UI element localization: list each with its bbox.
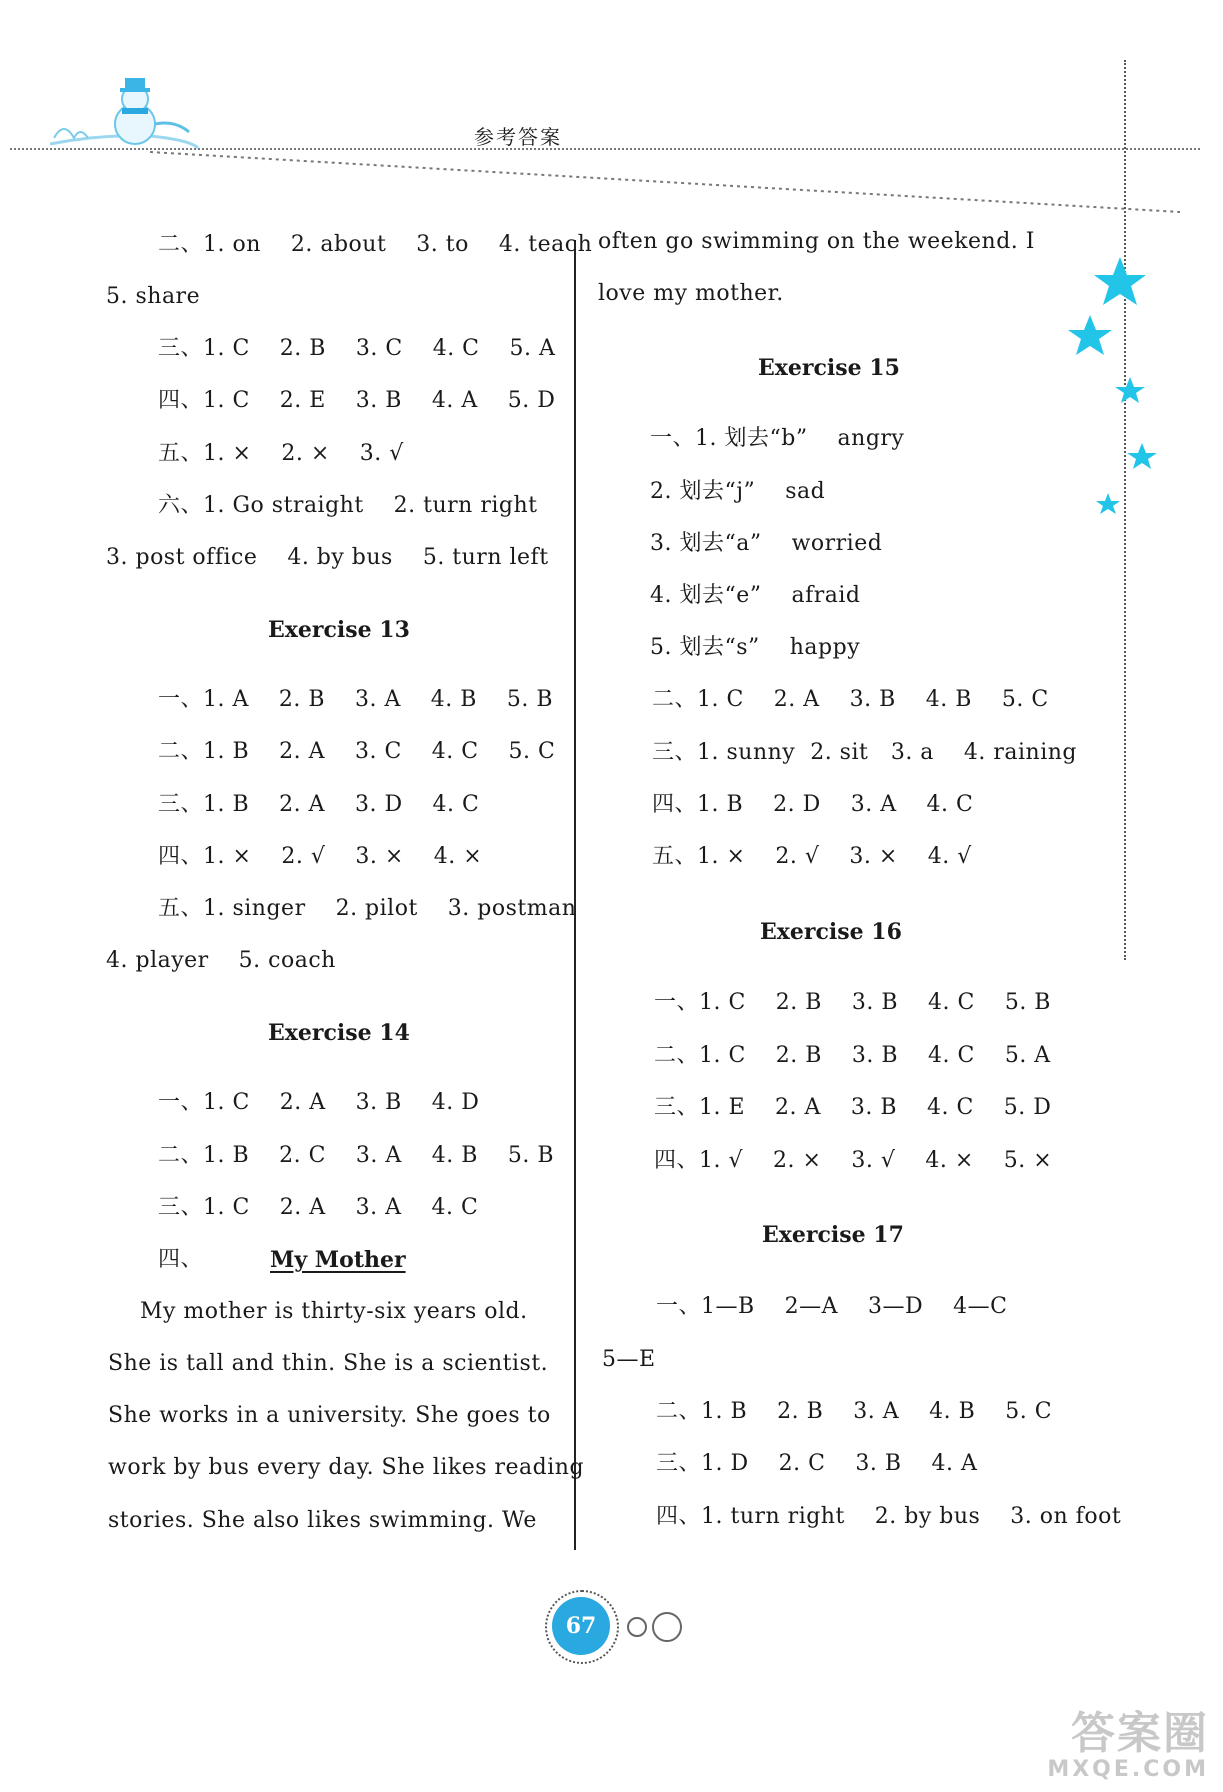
answer-line: 五、1. × 2. × 3. √	[158, 441, 404, 466]
answer-line: 一、1. A 2. B 3. A 4. B 5. B	[158, 687, 554, 712]
watermark-logo: 答案圈	[1071, 1708, 1209, 1759]
answer-line: often go swimming on the weekend. I	[598, 229, 1035, 254]
answer-line: 3. post office 4. by bus 5. turn left	[106, 545, 549, 570]
answer-line: 三、1. C 2. A 3. A 4. C	[158, 1195, 479, 1220]
header-title: 参考答案	[474, 125, 562, 149]
star-icon	[1115, 377, 1145, 403]
stars-decoration	[1060, 255, 1170, 525]
exercise-title: Exercise 16	[760, 919, 902, 945]
star-icon	[1068, 315, 1112, 355]
exercise-title: Exercise 14	[268, 1020, 410, 1046]
answer-line: 四、1. turn right 2. by bus 3. on foot	[656, 1504, 1122, 1529]
answer-line: 三、1. E 2. A 3. B 4. C 5. D	[654, 1095, 1052, 1120]
answer-line: 六、1. Go straight 2. turn right	[158, 493, 538, 518]
circle-icon	[652, 1612, 682, 1642]
answer-line: 5. 划去“s” happy	[650, 635, 861, 660]
exercise-title: Exercise 17	[762, 1222, 904, 1248]
answer-line: 四、1. B 2. D 3. A 4. C	[652, 792, 974, 817]
answer-line: 一、1—B 2—A 3—D 4—C	[656, 1294, 1008, 1319]
exercise-title: Exercise 13	[268, 617, 410, 643]
column-divider	[574, 240, 576, 1550]
exercise-title: Exercise 15	[758, 355, 900, 381]
answer-line: She works in a university. She goes to	[108, 1403, 551, 1428]
circle-icon	[627, 1617, 647, 1637]
answer-line: 二、1. B 2. B 3. A 4. B 5. C	[656, 1399, 1053, 1424]
answer-line: love my mother.	[598, 281, 784, 306]
answer-line: 四、	[158, 1247, 204, 1272]
page-number: 67	[552, 1597, 610, 1655]
answer-line: 三、1. D 2. C 3. B 4. A	[656, 1451, 978, 1476]
answer-line: 二、1. B 2. C 3. A 4. B 5. B	[158, 1143, 555, 1168]
snowman-icon	[40, 74, 200, 156]
answer-line: 5. share	[106, 284, 201, 309]
answer-line: 4. 划去“e” afraid	[650, 583, 861, 608]
answer-line: 四、1. √ 2. × 3. √ 4. × 5. ×	[654, 1148, 1053, 1173]
answer-line: work by bus every day. She likes reading	[108, 1455, 585, 1480]
answer-line: 二、1. B 2. A 3. C 4. C 5. C	[158, 739, 556, 764]
answer-line: 五、1. × 2. √ 3. × 4. √	[652, 844, 972, 869]
answer-line: 2. 划去“j” sad	[650, 479, 826, 504]
answer-line: 四、1. × 2. √ 3. × 4. ×	[158, 844, 483, 869]
answer-line: 一、1. 划去“b” angry	[650, 426, 905, 451]
answer-line: 二、1. C 2. A 3. B 4. B 5. C	[652, 687, 1049, 712]
answer-line: 3. 划去“a” worried	[650, 531, 883, 556]
answer-line: 4. player 5. coach	[106, 948, 336, 973]
answer-line: She is tall and thin. She is a scientist.	[108, 1351, 549, 1376]
answer-line: My mother is thirty-six years old.	[110, 1299, 528, 1324]
star-icon	[1127, 443, 1157, 469]
answer-line: 5—E	[602, 1347, 656, 1372]
watermark	[1047, 1710, 1209, 1782]
answer-line: 二、1. on 2. about 3. to 4. teach	[158, 232, 593, 257]
star-icon	[1094, 257, 1146, 305]
answer-line: 五、1. singer 2. pilot 3. postman	[158, 896, 577, 921]
answer-line: 一、1. C 2. B 3. B 4. C 5. B	[654, 990, 1051, 1015]
answer-line: 四、1. C 2. E 3. B 4. A 5. D	[158, 388, 556, 413]
answer-line: stories. She also likes swimming. We	[108, 1508, 537, 1533]
watermark-url: MXQE.COM	[1047, 1757, 1209, 1782]
answer-line: 二、1. C 2. B 3. B 4. C 5. A	[654, 1043, 1051, 1068]
answer-line: 三、1. C 2. B 3. C 4. C 5. A	[158, 336, 556, 361]
essay-title: My Mother	[270, 1247, 406, 1273]
star-icon	[1096, 493, 1120, 514]
header-slant-line	[150, 150, 1190, 220]
answer-line: 三、1. B 2. A 3. D 4. C	[158, 792, 480, 817]
answer-line: 一、1. C 2. A 3. B 4. D	[158, 1090, 480, 1115]
answer-line: 三、1. sunny 2. sit 3. a 4. raining	[652, 740, 1078, 765]
